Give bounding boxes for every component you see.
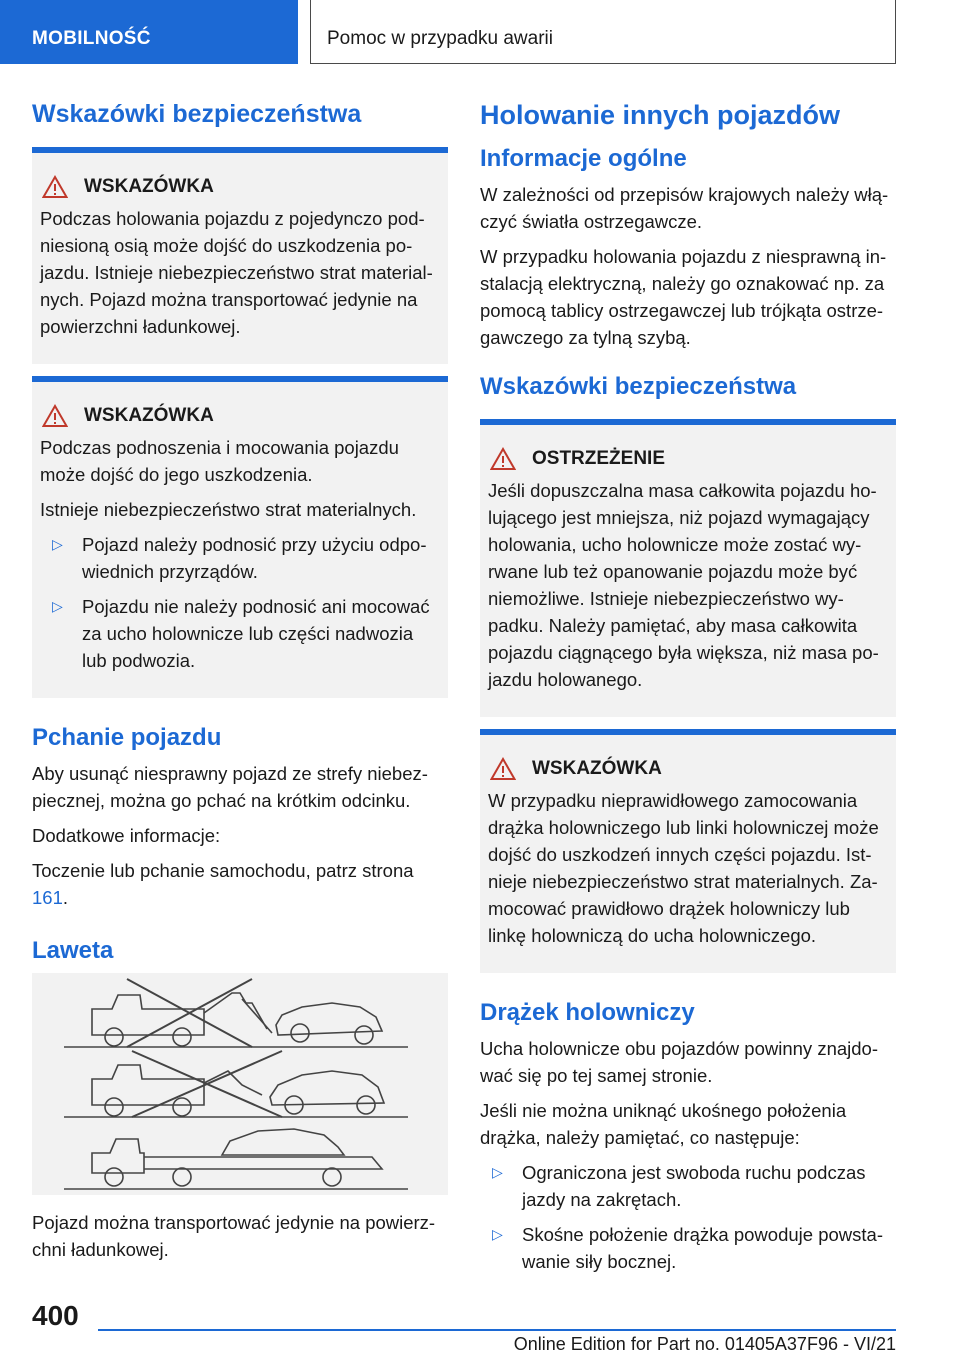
left-safety-heading: Wskazówki bezpieczeństwa	[32, 100, 362, 128]
notice-box-2	[32, 376, 448, 698]
list-item-text: Pojazd należy podnosić przy użyciu odpo‐wiednich przyrządów.	[82, 534, 427, 582]
general-info-heading: Informacje ogólne	[480, 145, 687, 172]
lifted-car-1	[276, 1003, 382, 1044]
pushing-paragraph-3	[32, 857, 448, 911]
notice-title-row	[40, 404, 440, 428]
warning-triangle-icon	[490, 447, 516, 471]
lifted-car-2	[270, 1071, 384, 1114]
pushing-paragraph-1: Aby usunąć niesprawny pojazd ze strefy niebez‐piecznej, można go pchać na krótkim odcinku.	[32, 763, 428, 811]
header-chapter-tab	[310, 0, 896, 64]
warning-triangle-icon	[490, 757, 516, 781]
notice-box-3	[480, 729, 896, 973]
bullet-triangle-icon: ▷	[52, 536, 63, 552]
general-paragraph-1: W zależności od przepisów krajowych należy włą‐czyć światła ostrzegawcze.	[480, 184, 889, 232]
notice-text: Podczas holowania pojazdu z pojedynczo pod‐niesioną osią może dojść do uszkodzenia po‐jazdu. Istnieje niebezpieczeństwo strat material‐nych. Pojazd można transportować jedynie na powierzchni ładunkowej.	[40, 208, 433, 337]
warning-text: Jeśli dopuszczalna masa całkowita pojazdu ho‐lującego jest mniejsza, niż pojazd wymagający holowania, ucho holownicze może zostać wy‐rwane lub też opanowanie pojazdu może być niemożliwe. Istnieje niebezpieczeństwo wy‐padku. Należy pamiętać, aby masa całkowita pojazdu ciągnącego była większa, niż masa po‐jazdu holowanego.	[488, 480, 879, 690]
pushing-heading: Pchanie pojazdu	[32, 724, 222, 751]
bullet-triangle-icon: ▷	[52, 598, 63, 614]
pushing-ref-end: .	[62, 887, 69, 908]
notice-title: WSKAZÓWKA	[84, 176, 214, 197]
warning-title: OSTRZEŻENIE	[532, 448, 666, 469]
flatbed-truck	[92, 1139, 382, 1186]
notice-title-row	[488, 757, 888, 781]
general-paragraph-2: W przypadku holowania pojazdu z niesprawną in‐stalacją elektryczną, należy go oznakować np. za pomocą tablicy ostrzegawczej lub trójkąta ostrze‐gawczego za tylną szybą.	[480, 246, 887, 348]
warning-triangle-icon	[42, 175, 68, 199]
list-item-text: Skośne położenie drążka powoduje powsta‐wanie siły bocznej.	[522, 1224, 883, 1272]
towbar-paragraph-2: Jeśli nie można uniknąć ukośnego położenia drążka, należy pamiętać, co następuje:	[480, 1100, 847, 1148]
header-section-tab	[0, 0, 298, 64]
bullet-triangle-icon: ▷	[492, 1226, 503, 1242]
warning-title-row	[488, 447, 888, 471]
left-column	[32, 100, 448, 1271]
notice-title: WSKAZÓWKA	[532, 758, 662, 779]
laweta-heading: Laweta	[32, 937, 114, 964]
notice-bullet-list	[40, 531, 440, 674]
header-section-label: MOBILNOŚĆ	[32, 28, 151, 49]
list-item-text: Pojazdu nie należy podnosić ani mocować za ucho holownicze lub części nadwozia lub podwozia.	[82, 596, 430, 671]
notice-box-1	[32, 147, 448, 364]
notice-title: WSKAZÓWKA	[84, 405, 214, 426]
warning-triangle-icon	[42, 404, 68, 428]
transported-car	[222, 1129, 344, 1155]
tow-truck-2	[92, 1065, 262, 1116]
bullet-triangle-icon: ▷	[492, 1164, 503, 1180]
pushing-paragraph-2: Dodatkowe informacje:	[32, 825, 221, 846]
towing-illustration	[32, 973, 448, 1195]
warning-box	[480, 419, 896, 717]
right-safety-heading: Wskazówki bezpieczeństwa	[480, 373, 797, 400]
towbar-bullet-list	[480, 1159, 896, 1275]
list-item	[480, 1159, 896, 1213]
notice-text-2: Istnieje niebezpieczeństwo strat materialnych.	[40, 499, 417, 520]
header-chapter-label: Pomoc w przypadku awarii	[327, 28, 553, 49]
pushing-ref-text: Toczenie lub pchanie samochodu, patrz strona	[32, 860, 414, 881]
list-item	[40, 593, 440, 674]
right-column	[480, 100, 896, 1283]
tow-truck-1	[92, 993, 272, 1046]
laweta-caption: Pojazd można transportować jedynie na powierz‐chni ładunkowej.	[32, 1212, 436, 1260]
notice-text: W przypadku nieprawidłowego zamocowania drążka holowniczego lub linki holowniczej może dojść do uszkodzeń innych części pojazdu. Ist‐nieje niebezpieczeństwo strat materialnych. Za‐mocować prawidłowo drążek holowniczy lub linkę holowniczą do ucha holowniczego.	[488, 790, 879, 946]
towbar-paragraph-1: Ucha holownicze obu pojazdów powinny znajdo‐wać się po tej samej stronie.	[480, 1038, 878, 1086]
page-number: 400	[32, 1300, 79, 1331]
towing-others-heading: Holowanie innych pojazdów	[480, 100, 841, 130]
list-item	[480, 1221, 896, 1275]
notice-text-1: Podczas podnoszenia i mocowania pojazdu może dojść do jego uszkodzenia.	[40, 437, 399, 485]
footer-edition: Online Edition for Part no. 01405A37F96 - VI/21	[513, 1334, 896, 1354]
notice-title-row	[40, 175, 440, 199]
list-item	[40, 531, 440, 585]
footer-divider	[98, 1329, 896, 1331]
list-item-text: Ograniczona jest swoboda ruchu podczas jazdy na zakrętach.	[522, 1162, 866, 1210]
towing-methods-diagram	[32, 973, 448, 1195]
page-link[interactable]: 161	[32, 887, 63, 908]
towbar-heading: Drążek holowniczy	[480, 999, 695, 1026]
